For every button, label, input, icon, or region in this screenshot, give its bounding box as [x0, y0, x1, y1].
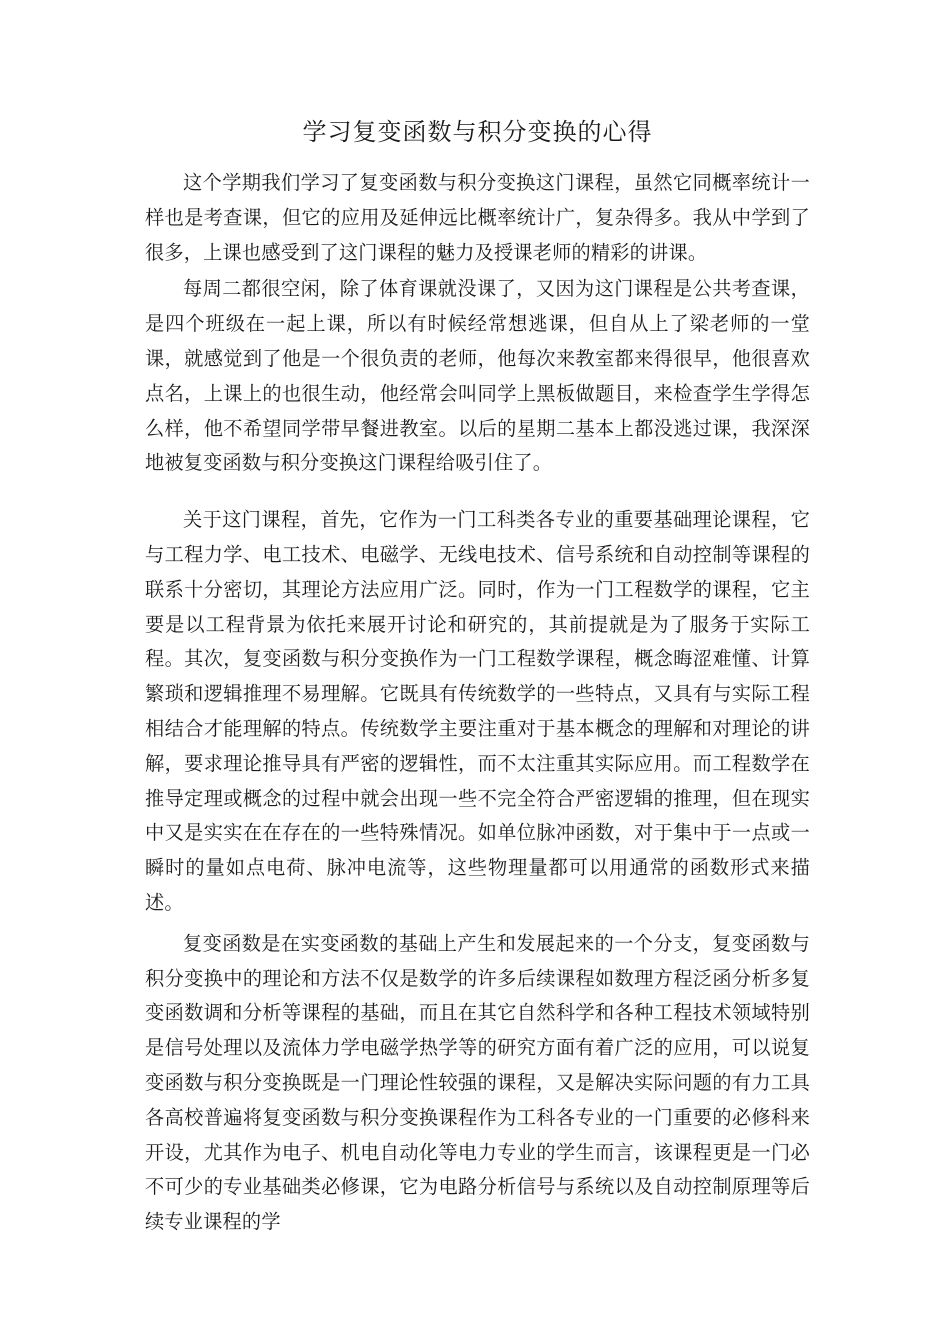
document-page — [145, 0, 810, 1240]
paragraph-complex-functions: 复变函数是在实变函数的基础上产生和发展起来的一个分支，复变函数与积分变换中的理论和方法不仅是数学的许多后续课程如数理方程泛函分析多复变函数调和分析等课程的基础，而且在其它自然科学和各种工程技术领域特别是信号处理以及流体力学电磁学热学等的研究方面有着广泛的应用，可以说复变函数与积分变换既是一门理论性较强的课程，又是解决实际问题的有力工具各高校普遍将复变函数与积分变换课程作为工科各专业的一门重要的必修科来开设，尤其作为电子、机电自动化等电力专业的学生而言，该课程更是一门必不可少的专业基础类必修课，它为电路分析信号与系统以及自动控制原理等后续专业课程的学 — [145, 931, 810, 1234]
paragraph-course-overview: 关于这门课程，首先，它作为一门工科类各专业的重要基础理论课程，它与工程力学、电工技术、电磁学、无线电技术、信号系统和自动控制等课程的联系十分密切，其理论方法应用广泛。同时，作为一门工程数学的课程，它主要是以工程背景为依托来展开讨论和研究的，其前提就是为了服务于实际工程。其次，复变函数与积分变换作为一门工程数学课程，概念晦涩难懂、计算繁琐和逻辑推理不易理解。它既具有传统数学的一些特点，又具有与实际工程相结合才能理解的特点。传统数学主要注重对于基本概念的理解和对理论的讲解，要求理论推导具有严密的逻辑性，而不太注重其实际应用。而工程数学在推导定理或概念的过程中就会出现一些不完全符合严密逻辑的推理，但在现实中又是实实在在存在的一些特殊情况。如单位脉冲函数，对于集中于一点或一瞬时的量如点电荷、脉冲电流等，这些物理量都可以用通常的函数形式来描述。 — [145, 508, 810, 914]
paragraph-intro: 这个学期我们学习了复变函数与积分变换这门课程，虽然它同概率统计一样也是考查课，但它的应用及延伸远比概率统计广，复杂得多。我从中学到了很多，上课也感受到了这门课程的魅力及授课老师的精彩的讲课。 — [145, 171, 810, 264]
document-title: 学习复变函数与积分变换的心得 — [302, 118, 653, 146]
paragraph-class-experience: 每周二都很空闲，除了体育课就没课了，又因为这门课程是公共考查课，是四个班级在一起上课，所以有时候经常想逃课，但自从上了梁老师的一堂课，就感觉到了他是一个很负责的老师，他每次来教室都来得很早，他很喜欢点名，上课上的也很生动，他经常会叫同学上黑板做题目，来检查学生学得怎么样，他不希望同学带早餐进教室。以后的星期二基本上都没逃过课，我深深地被复变函数与积分变换这门课程给吸引住了。 — [145, 277, 810, 475]
